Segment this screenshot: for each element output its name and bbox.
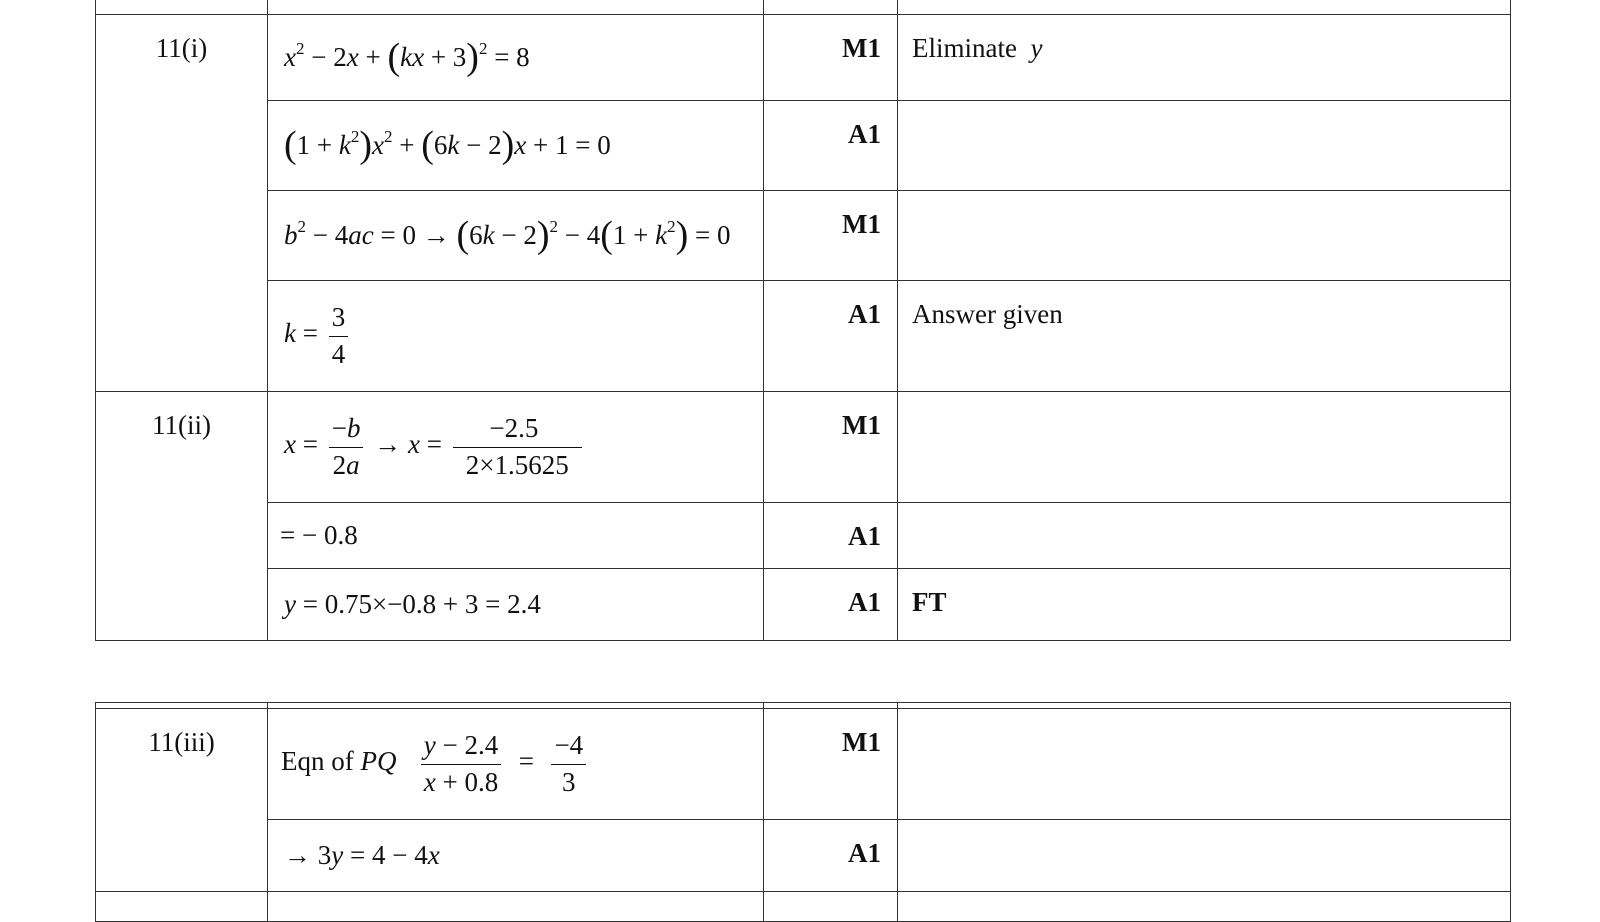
- working-line: Eqn of PQ $\frac{y - 2.4}{x + 0.8}$ = $\frac{-4}{3}$: [268, 709, 764, 820]
- mark: A1: [764, 101, 898, 191]
- table-row: [96, 503, 1511, 569]
- fraction: $\frac{-2.5}{2\times 1.5625}$: [453, 413, 582, 480]
- fraction: $\frac{-b}{2a}$: [329, 413, 364, 480]
- guidance: Eliminate y: [898, 15, 1511, 101]
- table-row: [96, 392, 1511, 503]
- working-line: x = $\frac{-b}{2a}$ → x = $\frac{-2.5}{2\times 1.5625}$: [268, 392, 764, 503]
- table-row: [96, 892, 1511, 922]
- fraction: $\frac{y - 2.4}{x + 0.8}$: [421, 730, 501, 797]
- guidance: [898, 392, 1511, 503]
- table-row: [96, 709, 1511, 820]
- guidance: FT: [898, 569, 1511, 641]
- mark: M1: [764, 191, 898, 281]
- working-line: = − 0.8: [268, 503, 764, 569]
- table-row: [96, 15, 1511, 101]
- question-label: 11(iii): [96, 709, 268, 892]
- working-line: y = 0.75×−0.8 + 3 = 2.4: [268, 569, 764, 641]
- working-line: → 3y = 4 − 4x: [268, 820, 764, 892]
- mark: A1: [764, 569, 898, 641]
- mark: A1: [764, 503, 898, 569]
- mark: M1: [764, 392, 898, 503]
- mark: A1: [764, 281, 898, 392]
- guidance: [898, 101, 1511, 191]
- mark: M1: [764, 15, 898, 101]
- mark-scheme-table-2: [95, 702, 1511, 922]
- table-row: [96, 191, 1511, 281]
- guidance: [898, 191, 1511, 281]
- guidance: [898, 503, 1511, 569]
- question-label: 11(i): [96, 15, 268, 392]
- mark: M1: [764, 709, 898, 820]
- fraction: $\frac{3}{4}$: [329, 302, 349, 369]
- table-row: [96, 101, 1511, 191]
- question-label: 11(ii): [96, 392, 268, 641]
- mark: A1: [764, 820, 898, 892]
- working-line: $b^2 - 4ac = 0 \to (6k - 2)^2 - 4(1 + k^2) = 0$: [268, 191, 764, 281]
- table-row: [96, 569, 1511, 641]
- working-line: $x^2 - 2x + (kx + 3)^2 = 8$: [268, 15, 764, 101]
- working-line: $(1 + k^2)x^2 + (6k - 2)x + 1 = 0$: [268, 101, 764, 191]
- mark-scheme-table-1: [95, 0, 1511, 641]
- fraction: $\frac{-4}{3}$: [551, 730, 586, 797]
- table-row: [96, 820, 1511, 892]
- table-row-top-edge: [96, 0, 1511, 15]
- table-row: [96, 281, 1511, 392]
- guidance: [898, 820, 1511, 892]
- guidance: [898, 709, 1511, 820]
- working-line: k = $\frac{3}{4}$: [268, 281, 764, 392]
- guidance: Answer given: [898, 281, 1511, 392]
